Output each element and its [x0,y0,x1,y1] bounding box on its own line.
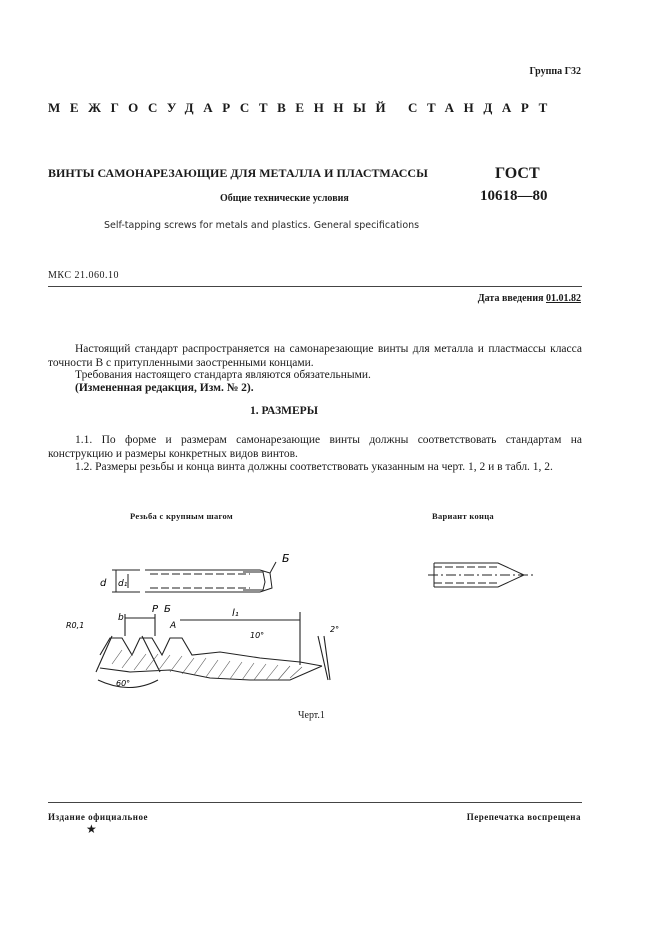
footer-reprint-prohibited: Перепечатка воспрещена [466,812,581,822]
label-b-mid: Б [164,604,171,615]
footer-divider [48,802,582,803]
paragraph-mandatory: Требования настоящего стандарта являются обязательными. [75,369,371,381]
label-p: P [152,604,159,615]
caption-coarse-thread: Резьба с крупным шагом [130,511,233,521]
document-title: ВИНТЫ САМОНАРЕЗАЮЩИЕ ДЛЯ МЕТАЛЛА И ПЛАСТМАССЫ [48,166,428,180]
label-d1: d₁ [118,579,128,589]
mks-code: МКС 21.060.10 [48,270,119,281]
thread-drawing [60,540,360,700]
label-a: A [170,621,177,631]
interstate-standard-heading: МЕЖГОСУДАРСТВЕННЫЙ СТАНДАРТ [48,100,557,115]
header-divider [48,286,582,287]
intro-date-value: 01.01.82 [546,293,581,304]
label-b-top: Б [282,552,290,565]
paragraph-amendment: (Измененная редакция, Изм. № 2). [75,382,254,394]
tip-variant-drawing [428,555,538,600]
introduction-date [478,293,581,304]
paragraph-scope: Настоящий стандарт распространяется на самонарезающие винты для металла и пластмассы класса точности В с притупленными заостренными концами. [48,343,582,369]
gost-label: ГОСТ [495,165,540,182]
paragraph-1-2: 1.2. Размеры резьбы и конца винта должны соответствовать указанным на черт. 1, 2 и в табл. 1, 2. [75,461,553,473]
group-code: Группа Г32 [529,66,581,77]
intro-date-label: Дата введения [477,293,544,304]
label-radius: R0,1 [66,621,85,630]
document-subtitle: Общие технические условия [220,193,349,204]
caption-tip-variant: Вариант конца [432,511,494,521]
label-10-deg: 10° [250,631,265,640]
english-title: Self-tapping screws for metals and plastics. General specifications [104,220,420,231]
paragraph-1-1: 1.1. По форме и размерам самонарезающие винты должны соответствовать стандартам на конструкцию и размеры конкретных видов винтов. [48,434,582,460]
label-2-deg: 2° [330,625,340,634]
star-mark: ★ [86,822,97,836]
footer-official-edition: Издание официальное [48,812,148,822]
label-small-b: b [118,613,124,623]
section-heading-dimensions: 1. РАЗМЕРЫ [250,405,318,417]
gost-number: 10618—80 [480,188,548,204]
label-60-deg: 60° [116,679,131,688]
label-l1: l₁ [232,608,239,619]
label-d: d [100,578,107,589]
figure-caption: Черт.1 [298,710,325,721]
